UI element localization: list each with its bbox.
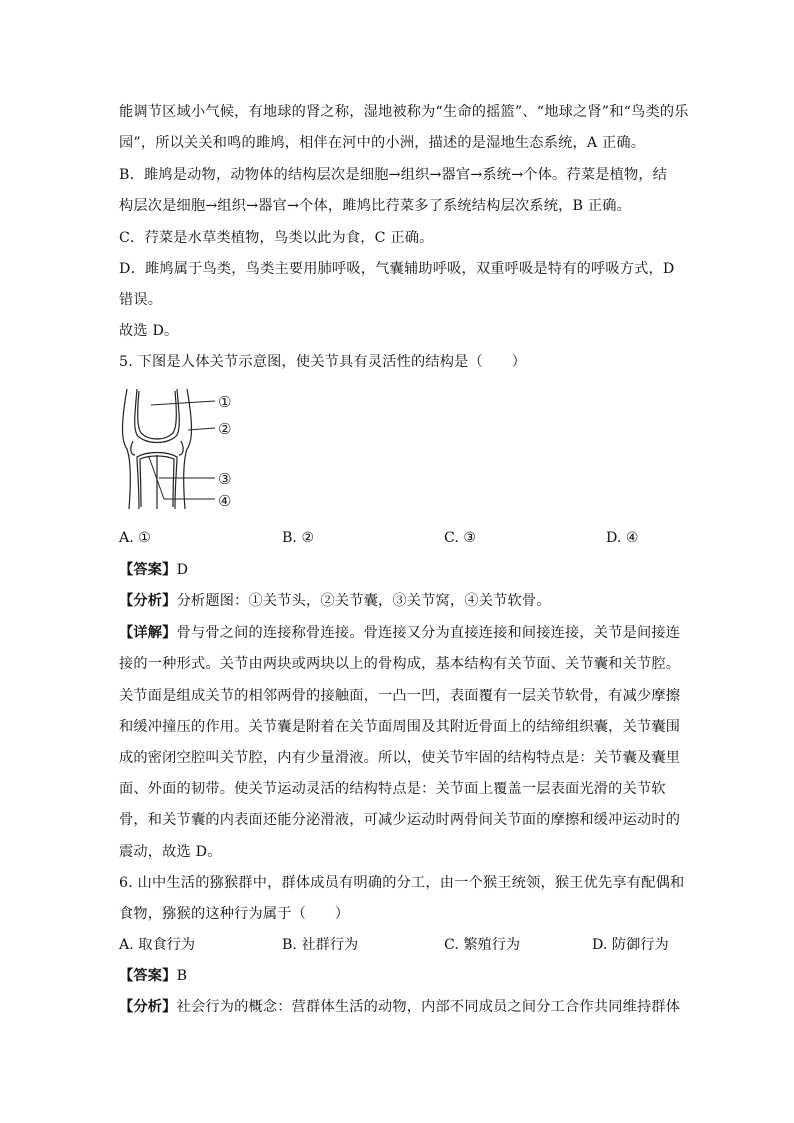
paragraph-line: C．荇菜是水草类植物，鸟类以此为食，C 正确。 [119,230,434,246]
option-a[interactable]: A. ① [119,530,151,546]
paragraph-line: 错误。 [119,292,163,308]
answer-tag: 【答案】 [119,968,177,984]
figure-label-1: ① [218,393,232,411]
option-a[interactable]: A. 取食行为 [119,937,196,953]
analysis-tag: 【分析】 [119,999,177,1015]
analysis-text: 分析题图：①关节头，②关节囊，③关节窝，④关节软骨。 [176,593,551,609]
question-6-options [119,935,679,955]
detail-tag: 【详解】 [119,625,177,641]
option-d[interactable]: D. 防御行为 [592,937,669,953]
figure-label-4: ④ [218,492,232,510]
answer-value: B [176,968,188,984]
detail-text: 骨与骨之间的连接称骨连接。骨连接又分为直接连接和间接连接，关节是间接连 [176,625,681,641]
paragraph-line: 能调节区域小气候，有地球的肾之称，湿地被称为“生命的摇篮”、“地球之肾”和“鸟类的乐 [119,104,689,120]
paragraph-line: B．雎鸠是动物，动物体的结构层次是细胞→组织→器官→系统→个体。荇菜是植物，结 [119,167,668,183]
detail-line: 关节面是组成关节的相邻两骨的接触面，一凸一凹，表面覆有一层关节软骨，有减少摩擦 [119,688,681,704]
detail-line: 震动，故选 D。 [119,844,222,860]
option-d[interactable]: D. ④ [606,530,639,546]
question-6-stem: 6. 山中生活的猕猴群中，群体成员有明确的分工，由一个猴王统领，猴王优先享有配偶和 [119,875,685,891]
option-b[interactable]: B. ② [282,530,315,546]
question-6-stem: 食物，猕猴的这种行为属于（ ） [119,906,350,922]
option-b[interactable]: B. 社群行为 [282,937,359,953]
answer-line [119,966,679,986]
paragraph-line: 故选 D。 [119,323,179,339]
detail-line [119,623,679,643]
analysis-tag: 【分析】 [119,593,177,609]
question-5-options [119,528,679,548]
detail-line: 面、外面的韧带。使关节运动灵活的结构特点是：关节面上覆盖一层表面光滑的关节软 [119,781,666,797]
answer-value: D [176,562,189,578]
figure-label-2: ② [218,420,232,438]
paragraph-line: 构层次是细胞→组织→器官→个体，雎鸠比荇菜多了系统结构层次系统，B 正确。 [119,198,632,214]
figure-label-3: ③ [218,470,232,488]
knee-joint-diagram [119,383,249,513]
paragraph-line: 园”，所以关关和鸣的雎鸠，相伴在河中的小洲，描述的是湿地生态系统，A 正确。 [119,135,646,151]
answer-tag: 【答案】 [119,562,177,578]
option-c[interactable]: C. 繁殖行为 [444,937,521,953]
detail-line: 骨，和关节囊的内表面还能分泌滑液，可减少运动时两骨间关节面的摩擦和缓冲运动时的 [119,812,681,828]
detail-line: 和缓冲撞压的作用。关节囊是附着在关节面周围及其附近骨面上的结缔组织囊，关节囊围 [119,719,681,735]
analysis-text: 社会行为的概念：营群体生活的动物，内部不同成员之间分工合作共同维持群体 [176,999,681,1015]
detail-line: 接的一种形式。关节由两块或两块以上的骨构成，基本结构有关节面、关节囊和关节腔。 [119,656,681,672]
analysis-line [119,591,679,611]
question-5-stem: 5. 下图是人体关节示意图，使关节具有灵活性的结构是（ ） [119,354,527,370]
analysis-line [119,997,679,1017]
paragraph-line: D．雎鸠属于鸟类，鸟类主要用肺呼吸，气囊辅助呼吸，双重呼吸是特有的呼吸方式，D [119,261,675,277]
answer-line [119,560,679,580]
option-c[interactable]: C. ③ [444,530,477,546]
detail-line: 成的密闭空腔叫关节腔，内有少量滑液。所以，使关节牢固的结构特点是：关节囊及囊里 [119,750,681,766]
